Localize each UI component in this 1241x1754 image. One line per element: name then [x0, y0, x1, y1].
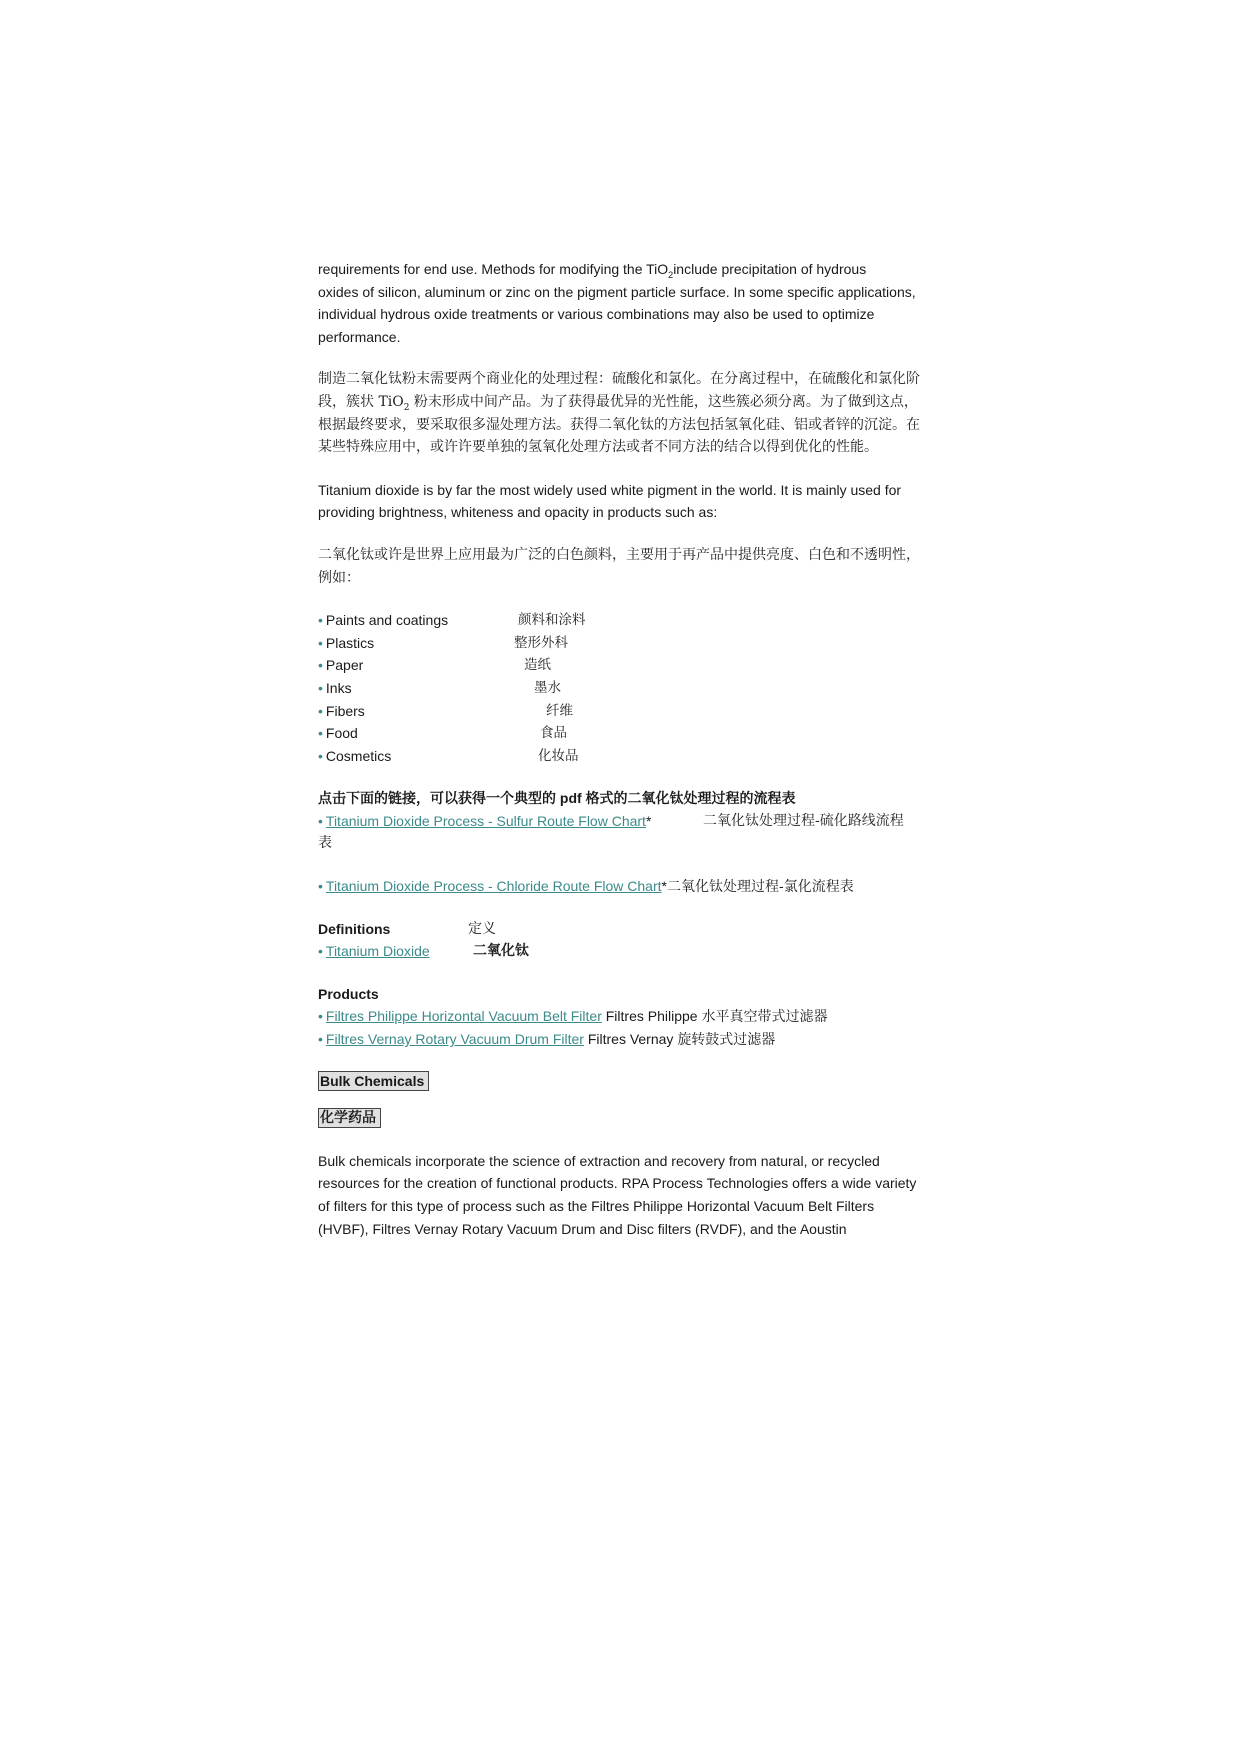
- philippe-filter-link[interactable]: Filtres Philippe Horizontal Vacuum Belt Filter: [325, 1008, 602, 1025]
- definitions-heading-row: [318, 918, 928, 941]
- sulfur-flowchart-cn-wrap: 表: [318, 835, 332, 852]
- titanium-dioxide-definition-link[interactable]: Titanium Dioxide: [325, 943, 430, 960]
- product-row: • Filtres Vernay Rotary Vacuum Drum Filter Filtres Vernay 旋转鼓式过滤器: [318, 1031, 776, 1049]
- definitions-row: • Titanium Dioxide 二氧化钛: [318, 943, 529, 960]
- definitions-title-cn: 定义: [468, 920, 496, 937]
- chloride-flowchart-row: • Titanium Dioxide Process - Chloride Route Flow Chart*二氧化钛处理过程-氯化流程表: [318, 878, 854, 896]
- list-item: • Food 食品: [318, 725, 567, 742]
- chloride-flowchart-link[interactable]: Titanium Dioxide Process - Chloride Route Flow Chart: [325, 878, 662, 895]
- cn-process-paragraph: 制造二氧化钛粉末需要两个商业化的处理过程：硫酸化和氯化。在分离过程中，在硫酸化和氯化阶段，簇状 TiO$_2$ 粉末形成中间产品。为了获得最优异的光性能，这些簇必须分离。为了做到这点，根据最终要求，要采取很多湿处理方法。获得二氧化钛的方法包括氢氧化硅、铝或者锌的沉淀。在某些特殊应用中，或许许要单独的氢氧化处理方法或者不同方法的结合以得到优化的性能。: [318, 371, 920, 456]
- bulk-chemicals-paragraph: Bulk chemicals incorporate the science of extraction and recovery from natural, or recycled resources for the creation of functional products. RPA Process Technologies offers a wide variety of filters for this type of process such as the Filtres Philippe Horizontal Vacuum Belt Filters (HVBF), Filtres Vernay Rotary Vacuum Drum and Disc filters (RVDF), and the Aoustin: [318, 1152, 917, 1237]
- usage-paragraph-cn: 二氧化钛或许是世界上应用最为广泛的白色颜料，主要用于再产品中提供亮度、白色和不透明性，例如：: [318, 546, 920, 586]
- list-item: • Cosmetics 化妆品: [318, 747, 579, 764]
- list-item: • Plastics 整形外科: [318, 634, 568, 651]
- products-title: Products: [318, 985, 379, 1002]
- product-row: • Filtres Philippe Horizontal Vacuum Belt Filter Filtres Philippe 水平真空带式过滤器: [318, 1008, 828, 1026]
- bulk-chemicals-heading: Bulk Chemicals: [318, 1071, 429, 1091]
- list-item: • Paper 造纸: [318, 657, 551, 674]
- intro-paragraph: requirements for end use. Methods for modifying the TiO$_2$include precipitation of hydrous oxides of silicon, aluminum or zinc on the pigment particle surface. In some specific applications, individual hydrous oxide treatments or various combinations may also be used to optimize performance.: [318, 261, 916, 345]
- bulk-chemicals-heading-cn: 化学药品: [318, 1108, 381, 1128]
- sulfur-flowchart-row: • Titanium Dioxide Process - Sulfur Route Flow Chart* 二氧化钛处理过程-硫化路线流程: [318, 812, 904, 829]
- definitions-title: Definitions: [318, 920, 391, 937]
- vernay-filter-link[interactable]: Filtres Vernay Rotary Vacuum Drum Filter: [325, 1031, 584, 1048]
- sulfur-flowchart-link[interactable]: Titanium Dioxide Process - Sulfur Route Flow Chart: [325, 812, 646, 829]
- list-item: • Inks 墨水: [318, 679, 561, 696]
- product-uses-list: [318, 609, 928, 767]
- flowchart-heading: 点击下面的链接，可以获得一个典型的 pdf 格式的二氧化钛处理过程的流程表: [318, 790, 796, 807]
- usage-paragraph-en: Titanium dioxide is by far the most widely used white pigment in the world. It is mainly used for providing brightness, whiteness and opacity in products such as:: [318, 481, 902, 521]
- document-page: [318, 258, 928, 1240]
- list-item: • Paints and coatings 颜料和涂料: [318, 612, 586, 629]
- list-item: • Fibers 纤维: [318, 702, 573, 719]
